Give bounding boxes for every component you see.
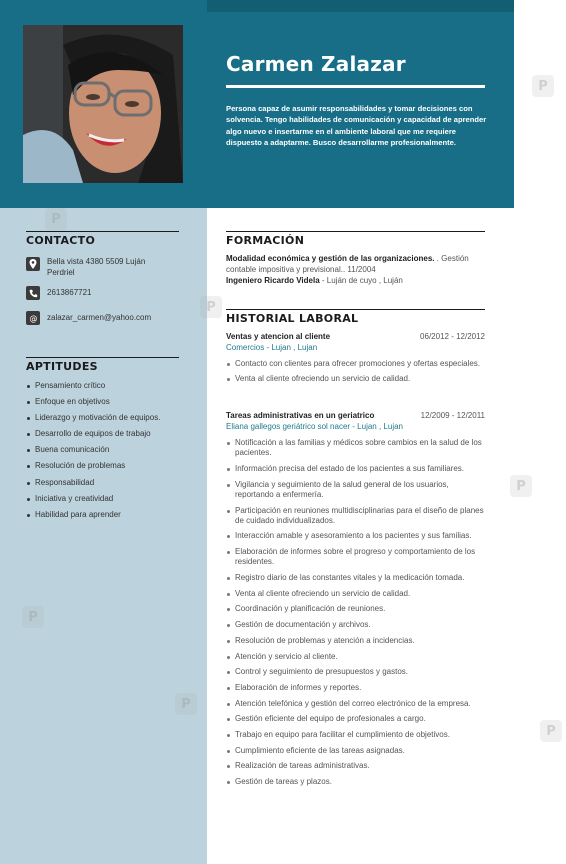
list-item: Control y seguimiento de presupuestos y gastos. [226,667,488,677]
job-title: Ventas y atencion al cliente [226,332,331,341]
watermark-icon: P [532,75,554,97]
contact-email [26,311,151,325]
job-company: Comercios - Lujan , Lujan [226,343,318,352]
list-item: Coordinación y planificación de reuniones. [226,604,488,614]
job-task-list [226,359,488,384]
list-item: Elaboración de informes sobre el progreso y comportamiento de los residentes. [226,547,488,567]
education-entry [226,253,488,286]
watermark-icon: P [540,720,562,742]
job-dates: 06/2012 - 12/2012 [420,332,485,341]
list-item: Gestión de documentación y archivos. [226,620,488,630]
list-item: Liderazgo y motivación de equipos. [26,410,196,426]
watermark-icon: P [45,208,67,230]
job-task-list [226,438,488,793]
email-text: zalazar_carmen@yahoo.com [47,313,152,322]
list-item: Buena comunicación [26,442,196,458]
degree-name: Modalidad económica y gestión de las organizaciones. [226,254,435,263]
list-item: Resolución de problemas [26,458,196,474]
list-item: Venta al cliente ofreciendo un servicio de calidad. [226,374,488,384]
skills-list [26,378,196,523]
list-item: Responsabilidad [26,475,196,491]
list-item: Trabajo en equipo para facilitar el cumplimiento de objetivos. [226,730,488,740]
location-pin-icon [26,257,40,271]
list-item: Interacción amable y asesoramiento a los pacientes y sus familias. [226,531,488,541]
list-item: Desarrollo de equipos de trabajo [26,426,196,442]
list-item: Atención telefónica y gestión del correo electrónico de la empresa. [226,699,488,709]
list-item: Enfoque en objetivos [26,394,196,410]
contact-phone [26,286,92,300]
degree-detail: . Gestión contable impositiva y previsional.. 11/2004 [226,254,469,274]
education-rule [226,231,485,232]
list-item: Vigilancia y seguimiento de la salud general de los usuarios, reportando a enfermería. [226,480,488,500]
profile-photo [23,25,183,183]
experience-heading: HISTORIAL LABORAL [226,312,359,325]
list-item: Participación en reuniones multidisciplinarias para el diseño de planes de cuidado individualizados. [226,506,488,526]
skills-heading: APTITUDES [26,360,98,373]
skills-rule [26,357,179,358]
list-item: Elaboración de informes y reportes. [226,683,488,693]
job-title: Tareas administrativas en un geriatrico [226,411,375,420]
phone-text: 2613867721 [47,288,92,297]
profile-summary: Persona capaz de asumir responsabilidades y tomar decisiones con solvencia. Tengo habilidades de comunicación y capacidad de aprender algo nuevo e insertarme en el ambiente laboral que me requiere dispuesto a adaptarme. Busco desarrollarme profesionalmente. [226,104,487,147]
candidate-name: Carmen Zalazar [226,52,406,76]
name-underline [226,85,485,88]
list-item: Cumplimiento eficiente de las tareas asignadas. [226,746,488,756]
list-item: Iniciativa y creatividad [26,491,196,507]
watermark-icon: P [175,693,197,715]
list-item: Realización de tareas administrativas. [226,761,488,771]
school-location: - Luján de cuyo , Luján [321,276,403,285]
svg-text:@: @ [29,313,37,323]
address-text: Bella vista 4380 5509 Luján Perdriel [47,257,146,277]
school-name: Ingeniero Ricardo Videla [226,276,320,285]
list-item: Venta al cliente ofreciendo un servicio de calidad. [226,589,488,599]
list-item: Notificación a las familias y médicos sobre cambios en la salud de los pacientes. [226,438,488,458]
list-item: Gestión de tareas y plazos. [226,777,488,787]
phone-icon [26,286,40,300]
contact-address [26,257,162,278]
list-item: Información precisa del estado de los pacientes a sus familiares. [226,464,488,474]
watermark-icon: P [510,475,532,497]
contact-heading: CONTACTO [26,234,96,247]
contact-rule [26,231,179,232]
watermark-icon: P [22,606,44,628]
list-item: Contacto con clientes para ofrecer promociones y ofertas especiales. [226,359,488,369]
list-item: Pensamiento crítico [26,378,196,394]
list-item: Habilidad para aprender [26,507,196,523]
email-icon [26,311,40,325]
header-top-strip [207,0,514,12]
list-item: Resolución de problemas y atención a incidencias. [226,636,488,646]
job-dates: 12/2009 - 12/2011 [420,411,485,420]
watermark-icon: P [200,296,222,318]
list-item: Atención y servicio al cliente. [226,652,488,662]
list-item: Gestión eficiente del equipo de profesionales a cargo. [226,714,488,724]
education-heading: FORMACIÓN [226,234,305,247]
list-item: Registro diario de las constantes vitales y la medicación tomada. [226,573,488,583]
experience-rule [226,309,485,310]
job-company: Eliana gallegos geriátrico sol nacer - Lujan , Lujan [226,422,403,431]
